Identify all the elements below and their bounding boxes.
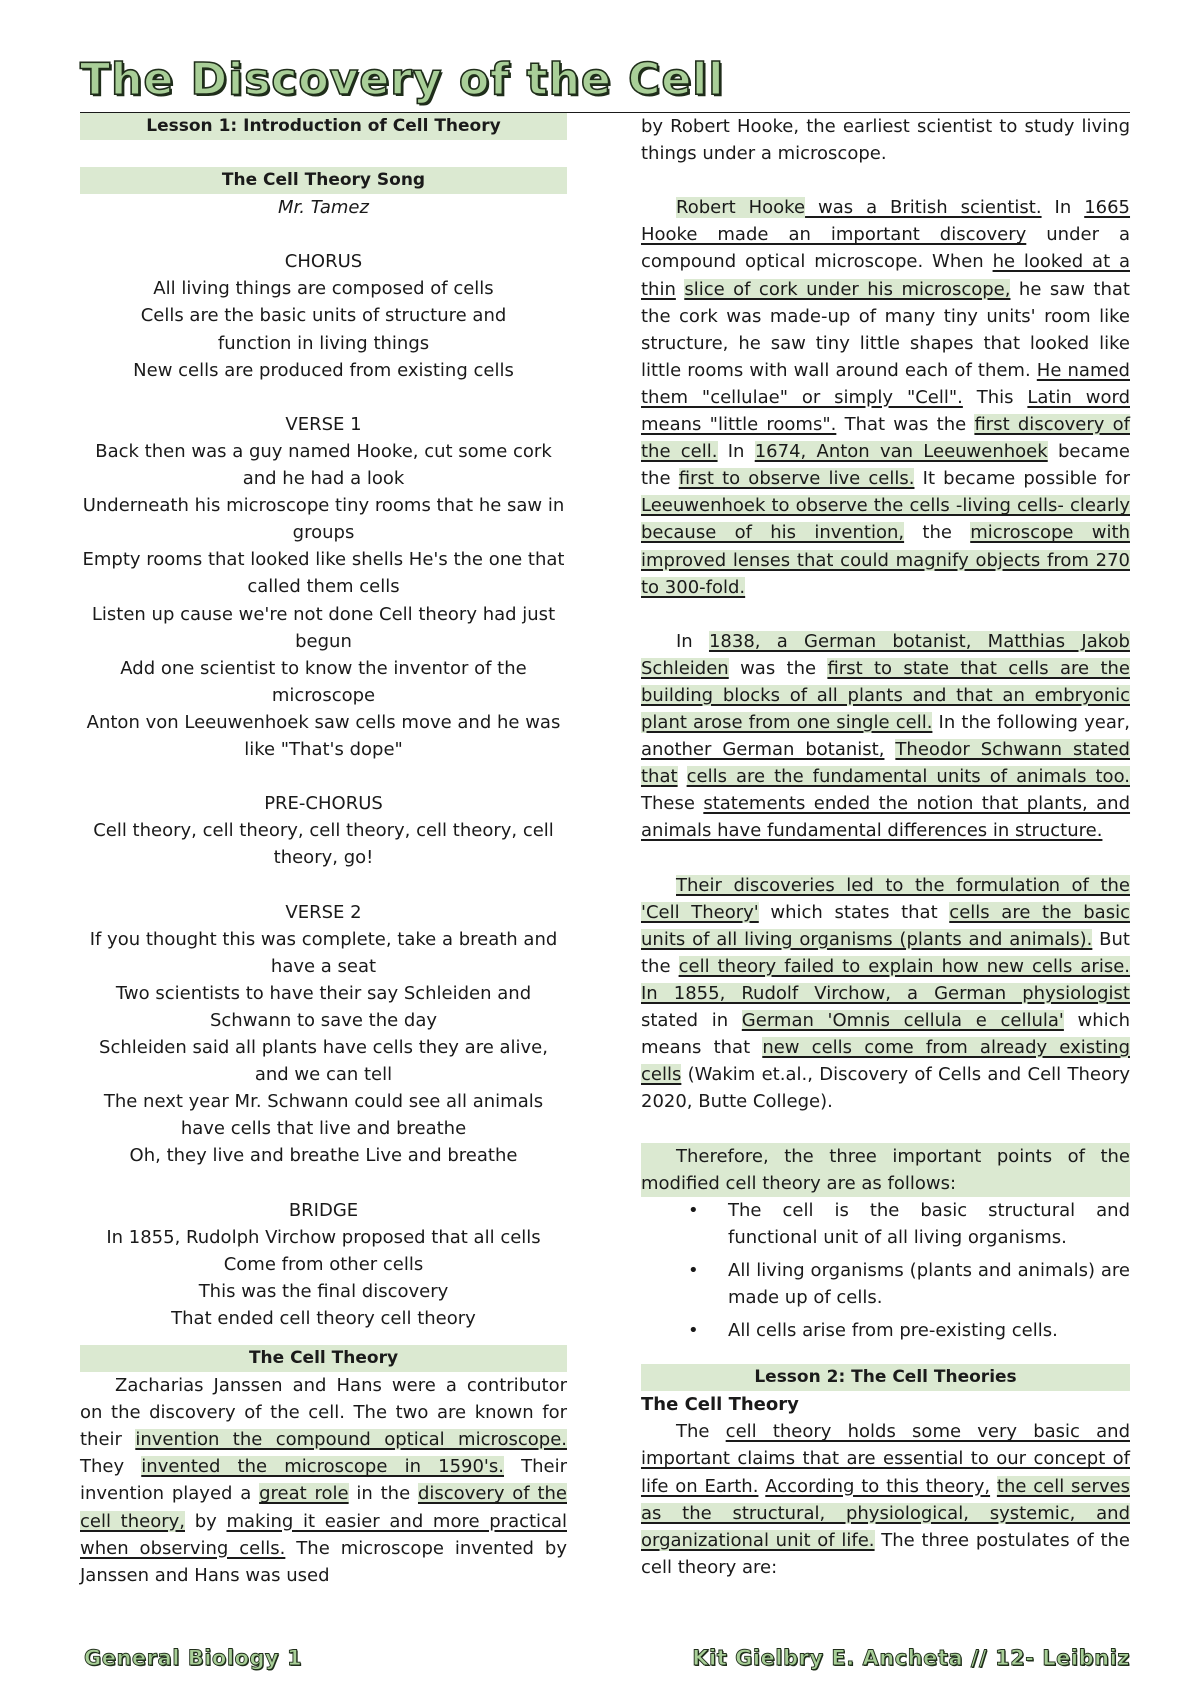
list-item: • All cells arise from pre-existing cells. bbox=[641, 1317, 1130, 1344]
bullet-icon: • bbox=[688, 1259, 699, 1281]
cell-theory-points bbox=[641, 1197, 1130, 1344]
lesson1-header: Lesson 1: Introduction of Cell Theory bbox=[80, 113, 567, 140]
lyric-line: Come from other cells bbox=[223, 1253, 424, 1275]
therefore-paragraph: Therefore, the three important points of the modified cell theory are as follows: bbox=[641, 1143, 1130, 1197]
spacer bbox=[80, 221, 567, 248]
lyric-line: The next year Mr. Schwann could see all animals have cells that live and breathe bbox=[103, 1091, 544, 1140]
lyric-line: Add one scientist to know the inventor of the microscope bbox=[120, 657, 527, 706]
prechorus-heading: PRE-CHORUS bbox=[264, 793, 383, 815]
bridge bbox=[80, 1197, 567, 1332]
lyric-line: Anton von Leeuwenhoek saw cells move and he was like "That's dope" bbox=[86, 711, 561, 760]
lyric-line: Cell theory, cell theory, cell theory, cell theory, cell theory, go! bbox=[93, 820, 554, 869]
verse-2 bbox=[80, 899, 567, 1170]
spacer bbox=[641, 1350, 1130, 1364]
cell-theory-header: The Cell Theory bbox=[80, 1345, 567, 1372]
list-item: • All living organisms (plants and animals) are made up of cells. bbox=[641, 1257, 1130, 1311]
lyric-line: Listen up cause we're not done Cell theory had just begun bbox=[91, 603, 556, 652]
footer-course: General Biology 1 bbox=[84, 1646, 303, 1670]
spacer bbox=[641, 1115, 1130, 1142]
spacer bbox=[641, 845, 1130, 872]
lyric-line: Two scientists to have their say Schleiden and Schwann to save the day bbox=[115, 982, 532, 1031]
pre-chorus bbox=[80, 790, 567, 871]
lyric-line: This was the final discovery bbox=[198, 1280, 449, 1302]
lyric-line: If you thought this was complete, take a breath and have a seat bbox=[89, 928, 558, 977]
schleiden-paragraph: In 1838, a German botanist, Matthias Jakob Schleiden was the first to state that cells are the building blocks of all plants and that an embryonic plant arose from one single cell. In the following year, another German botanist, Theodor Schwann stated that cells are the fundamental units of animals too. These statements ended the notion that plants, and animals have fundamental differences in structure. bbox=[641, 630, 1131, 842]
song-author: Mr. Tamez bbox=[278, 197, 369, 219]
lyric-line: Back then was a guy named Hooke, cut some cork and he had a look bbox=[95, 440, 552, 490]
lyric-line: Oh, they live and breathe Live and breathe bbox=[129, 1145, 518, 1167]
lesson2-header: Lesson 2: The Cell Theories bbox=[641, 1364, 1130, 1391]
chorus bbox=[80, 248, 567, 383]
lyric-line: That ended cell theory cell theory bbox=[171, 1307, 476, 1329]
spacer bbox=[641, 601, 1130, 628]
spacer bbox=[641, 167, 1130, 194]
chorus-heading: CHORUS bbox=[284, 251, 363, 273]
verse1-heading: VERSE 1 bbox=[285, 413, 362, 435]
document-title: The Discovery of the Cell bbox=[80, 54, 725, 105]
song-title: The Cell Theory Song bbox=[80, 167, 567, 194]
hooke-paragraph: Robert Hooke was a British scientist. In 1665 Hooke made an important discovery under a compound optical microscope. When he looked at a thin slice of cork under his microscope, he saw that the cork was made-up of many tiny units' room like structure, he saw tiny little shapes that looked like little rooms with wall around each of them. He named them "cellulae" or simply "Cell". This Latin word means "little rooms". That was the first discovery of the cell. In 1674, Anton van Leeuwenhoek became the first to observe live cells. It became possible for Leeuwenhoek to observe the cells -living cells- clearly because of his invention, the microscope with improved lenses that could magnify objects from 270 to 300-fold. bbox=[641, 197, 1131, 598]
song-lyrics bbox=[80, 248, 567, 1332]
lyric-line: In 1855, Rudolph Virchow proposed that all cells bbox=[106, 1226, 541, 1248]
lyric-line: function in living things bbox=[217, 332, 430, 354]
lyric-line: Empty rooms that looked like shells He's the one that called them cells bbox=[82, 549, 565, 598]
verse-1 bbox=[80, 411, 567, 763]
formulation-paragraph: Their discoveries led to the formulation of the 'Cell Theory' which states that cells are the basic units of all living organisms (plants and animals). But the cell theory failed to explain how new cells arise. In 1855, Rudolf Virchow, a German physiologist stated in German 'Omnis cellula e cellula' which means that new cells come from already existing cells (Wakim et.al., Discovery of Cells and Cell Theory 2020, Butte College). bbox=[641, 874, 1131, 1113]
lesson2-subhead: The Cell Theory bbox=[641, 1394, 799, 1416]
janssen-paragraph: Zacharias Janssen and Hans were a contributor on the discovery of the cell. The two are known for their invention the compound optical microscope. They invented the microscope in 1590's. Their invention played a great role in the discovery of the cell theory, by making it easier and more practical when observing cells. The microscope invented by Janssen and Hans was used bbox=[80, 1375, 568, 1586]
list-item: • The cell is the basic structural and functional unit of all living organisms. bbox=[641, 1197, 1130, 1251]
left-column bbox=[80, 113, 567, 1589]
footer-author: Kit Gielbry E. Ancheta // 12- Leibniz bbox=[692, 1646, 1130, 1670]
lesson2-paragraph: The cell theory holds some very basic and important claims that are essential to our concept of life on Earth. According to this theory, the cell serves as the structural, physiological, systemic, and organizational unit of life. The three postulates of the cell theory are: bbox=[641, 1421, 1130, 1578]
right-column bbox=[641, 113, 1130, 1581]
continuation-text: by Robert Hooke, the earliest scientist to study living things under a microscope. bbox=[641, 116, 1130, 165]
verse2-heading: VERSE 2 bbox=[285, 901, 362, 923]
lyric-line: Cells are the basic units of structure and bbox=[140, 305, 507, 327]
lyric-line: All living things are composed of cells bbox=[153, 278, 494, 300]
bullet-icon: • bbox=[688, 1320, 699, 1342]
lyric-line: Schleiden said all plants have cells they are alive, and we can tell bbox=[99, 1037, 548, 1086]
lyric-line: New cells are produced from existing cells bbox=[133, 359, 514, 381]
bullet-icon: • bbox=[688, 1199, 699, 1221]
bridge-heading: BRIDGE bbox=[288, 1199, 359, 1221]
lyric-line: Underneath his microscope tiny rooms that he saw in groups bbox=[82, 495, 565, 544]
spacer bbox=[80, 140, 567, 167]
